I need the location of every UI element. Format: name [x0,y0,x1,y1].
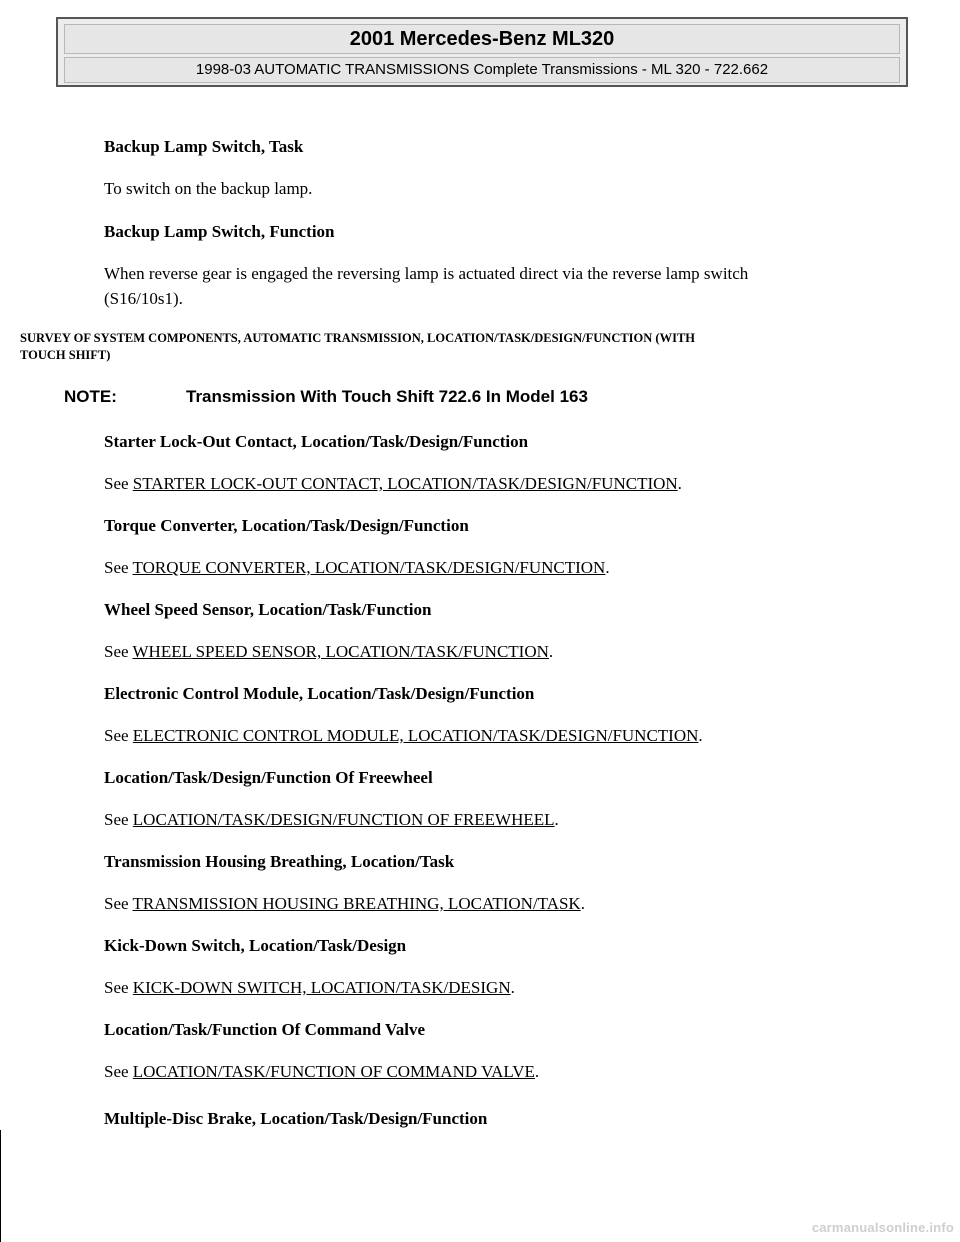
survey-heading-line2: TOUCH SHIFT) [20,348,111,362]
section-heading: Wheel Speed Sensor, Location/Task/Function [104,600,432,619]
backup-function-heading: Backup Lamp Switch, Function [104,222,335,241]
see-prefix: See [104,894,133,913]
note-text: Transmission With Touch Shift 722.6 In Model 163 [186,387,588,406]
survey-heading-line1: SURVEY OF SYSTEM COMPONENTS, AUTOMATIC TRANSMISSION, LOCATION/TASK/DESIGN/FUNCTION (WITH [20,331,696,345]
section-see-line [104,892,884,916]
see-prefix: See [104,642,133,661]
see-suffix: . [580,894,585,913]
section-heading: Electronic Control Module, Location/Task/Design/Function [104,684,535,703]
see-suffix: . [605,558,610,577]
last-section-heading: Multiple-Disc Brake, Location/Task/Design/Function [104,1109,488,1128]
see-prefix: See [104,1062,133,1081]
note-label: NOTE: [64,387,117,406]
section-see-line [104,808,884,832]
see-prefix: See [104,474,133,493]
survey-heading [20,330,900,364]
section-see-line [104,1060,884,1084]
section-link[interactable]: STARTER LOCK-OUT CONTACT, LOCATION/TASK/DESIGN/FUNCTION [132,474,678,493]
section-see-line [104,556,884,580]
section-heading: Location/Task/Design/Function Of Freewheel [104,768,433,787]
section-see-line [104,472,884,496]
section-see-line [104,640,884,664]
see-suffix: . [554,810,559,829]
section-link[interactable]: LOCATION/TASK/FUNCTION OF COMMAND VALVE [132,1062,535,1081]
backup-task-heading: Backup Lamp Switch, Task [104,137,304,156]
section-link[interactable]: KICK-DOWN SWITCH, LOCATION/TASK/DESIGN [132,978,511,997]
see-suffix: . [548,642,554,661]
see-prefix: See [104,978,133,997]
see-suffix: . [677,474,682,493]
see-suffix: . [510,978,515,997]
note-box [64,385,764,409]
section-link[interactable]: TORQUE CONVERTER, LOCATION/TASK/DESIGN/FUNCTION [132,558,606,577]
backup-function-text-line1: When reverse gear is engaged the reversing lamp is actuated direct via the reverse lamp switch [104,264,749,283]
section-heading: Transmission Housing Breathing, Location/Task [104,852,455,871]
backup-task-text: To switch on the backup lamp. [104,179,313,198]
backup-function-text-line2: (S16/10s1). [104,289,183,308]
see-prefix: See [104,810,133,829]
section-see-line [104,976,884,1000]
page-header [56,17,908,87]
section-link[interactable]: WHEEL SPEED SENSOR, LOCATION/TASK/FUNCTION [132,642,549,661]
section-heading: Kick-Down Switch, Location/Task/Design [104,936,407,955]
section-link[interactable]: TRANSMISSION HOUSING BREATHING, LOCATION/TASK [132,894,581,913]
see-suffix: . [698,726,703,745]
see-prefix: See [104,558,133,577]
see-suffix: . [534,1062,540,1081]
header-subtitle: 1998-03 AUTOMATIC TRANSMISSIONS Complete Transmissions - ML 320 - 722.662 [64,57,900,83]
watermark: carmanualsonline.info [811,1220,954,1235]
section-heading: Torque Converter, Location/Task/Design/Function [104,516,469,535]
section-see-line [104,724,884,748]
see-prefix: See [104,726,133,745]
section-heading: Location/Task/Function Of Command Valve [104,1020,426,1039]
left-edge-line [0,1130,1,1242]
section-heading: Starter Lock-Out Contact, Location/Task/Design/Function [104,432,529,451]
section-link[interactable]: LOCATION/TASK/DESIGN/FUNCTION OF FREEWHEEL [132,810,555,829]
header-title: 2001 Mercedes-Benz ML320 [64,24,900,54]
section-link[interactable]: ELECTRONIC CONTROL MODULE, LOCATION/TASK/DESIGN/FUNCTION [132,726,699,745]
